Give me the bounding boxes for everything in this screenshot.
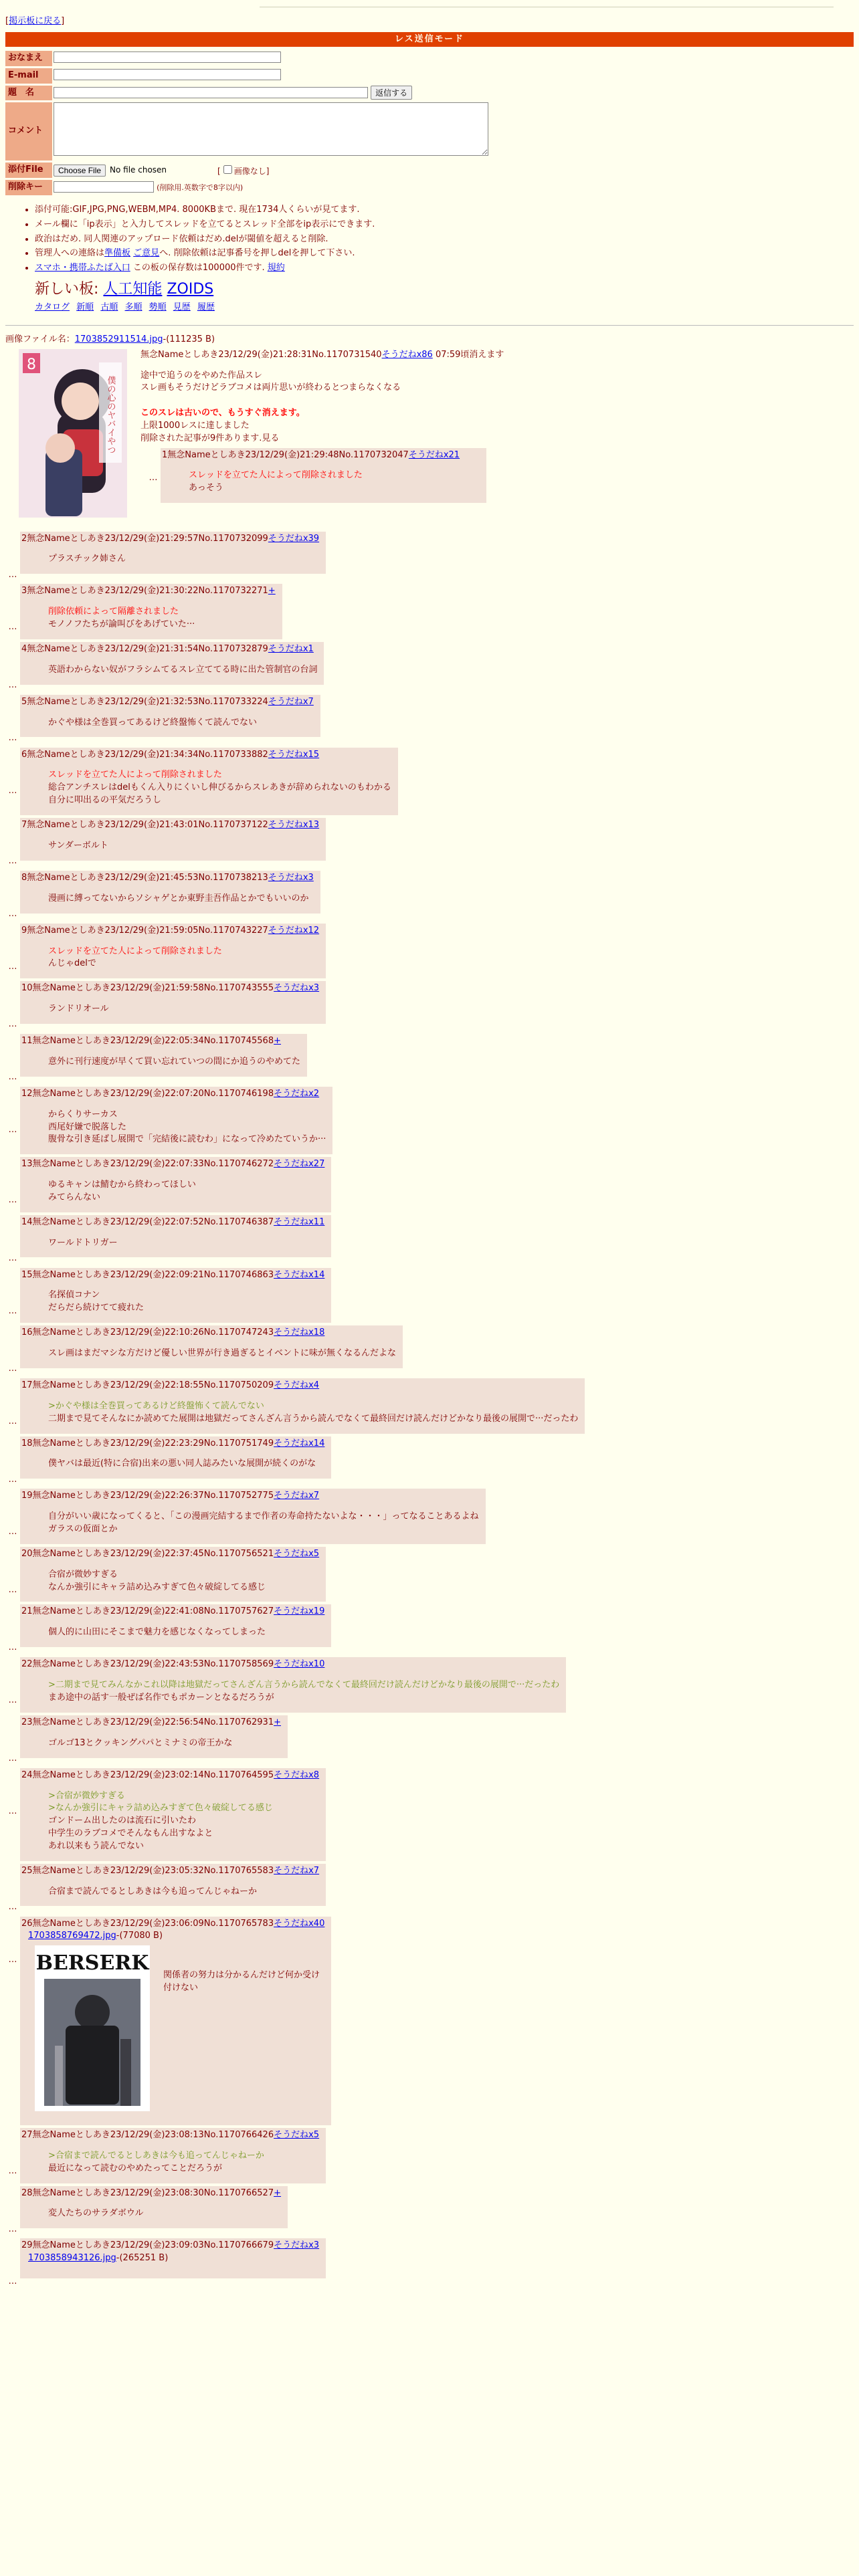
reply-marker: … [8, 1305, 17, 1316]
reply-header: 5無念Nameとしあき23/12/29(金)21:32:53No.1170733224 [21, 696, 268, 707]
mobile-entry-link[interactable]: スマホ・携帯ふたば入口 [35, 263, 130, 274]
reply-line: 総合アンチスレはdelもくん入りにくいし伸びるからスレあきが辞められないのもわかる [48, 782, 391, 793]
reply-message [48, 1886, 319, 1899]
reply-header: 13無念Nameとしあき23/12/29(金)22:07:33No.1170746272 [21, 1159, 274, 1170]
soudane-link[interactable]: そうだねx14 [274, 1438, 325, 1448]
reply-post [20, 1436, 331, 1479]
reply-header: 17無念Nameとしあき23/12/29(金)22:18:55No.1170750209 [21, 1380, 274, 1391]
reply-line: かぐや様は全巻買ってあるけど終盤怖くて読んでない [48, 717, 258, 728]
reply-message [48, 1003, 319, 1016]
reply-row [5, 871, 854, 921]
reply-header: 3無念Nameとしあき23/12/29(金)21:30:22No.1170732271 [21, 586, 268, 597]
reply-message [48, 1400, 578, 1426]
reply-post [20, 1864, 326, 1907]
reply-line: 合宿が微妙すぎる [48, 1569, 118, 1580]
soudane-link[interactable]: そうだねx14 [274, 1269, 325, 1280]
reply-line: 中学生のラブコメでそんなもん出すなよと [48, 1828, 213, 1839]
email-label: E-mail [5, 68, 52, 84]
reply-line: からくりサーカス [48, 1109, 118, 1119]
reply-line: 二期まで見てそんなにか読めてた展開は地獄だってさんざん言うから読んでなくて最終回だけ読んだけどかなり最後の展開で···だったわ [48, 1413, 579, 1424]
reply-header: 21無念Nameとしあき23/12/29(金)22:41:08No.1170757627 [21, 1606, 274, 1617]
reply-marker: … [149, 472, 158, 483]
op-file-link[interactable]: 1703852911514.jpg [74, 334, 163, 344]
reply-header: 25無念Nameとしあき23/12/29(金)23:05:32No.1170765583 [21, 1865, 274, 1876]
delete-key-label: 削除キー [5, 180, 52, 195]
reply-post [20, 1378, 585, 1434]
svg-text:BERSERK: BERSERK [35, 1951, 149, 1975]
reply-message [48, 2208, 281, 2220]
soudane-link[interactable]: そうだねx18 [274, 1327, 325, 1338]
reply-row [5, 1268, 854, 1323]
reply-header: 29無念Nameとしあき23/12/29(金)23:09:03No.1170766679 [21, 2240, 274, 2251]
soudane-link[interactable]: そうだねx2 [274, 1088, 320, 1099]
reply-post [20, 1768, 326, 1861]
reply-message [48, 1109, 326, 1147]
sort-old-link[interactable]: 古順 [100, 302, 118, 313]
soudane-link[interactable]: そうだねx3 [268, 872, 314, 883]
reply-line: スレッドを立てた人によって削除されました [189, 470, 363, 481]
reply-list [5, 532, 854, 2289]
reply-message [48, 1237, 324, 1250]
reply-header: 24無念Nameとしあき23/12/29(金)23:02:14No.1170764595 [21, 1769, 274, 1780]
reply-header: 22無念Nameとしあき23/12/29(金)22:43:53No.1170758569 [21, 1659, 274, 1670]
reply-line: ワールドトリガー [48, 1237, 118, 1248]
reply-row [5, 1657, 854, 1713]
reply-header: 28無念Nameとしあき23/12/29(金)23:08:30No.1170766527 [21, 2187, 274, 2198]
soudane-link[interactable]: そうだねx7 [274, 1491, 320, 1501]
ai-board-link[interactable]: 人工知能 [103, 281, 163, 298]
soudane-link[interactable]: + [268, 586, 276, 597]
reply-file-link[interactable]: 1703858769472.jpg [28, 1931, 116, 1941]
reply-post [20, 818, 326, 861]
reply-line: 自分がいい歳になってくると、「この漫画完結するまで作者の寿命持たないよな・・・」ってなることあるよね [48, 1511, 479, 1522]
reply-post [20, 1489, 486, 1544]
reply-line: スレ画はまだマシな方だけど優しい世界が行き過ぎるとイベントに味が無くなるんだよな [48, 1348, 397, 1359]
old-thread-notice: このスレは古いので、もうすぐ消えます。 [140, 408, 305, 419]
file-label: 添付File [5, 163, 52, 178]
back-link-row: [掲示板に戻る] [5, 16, 65, 26]
berserk-cover-image [35, 1945, 150, 2111]
reply-message [48, 893, 314, 905]
reply-line: だらだら続けてて疲れた [48, 1303, 145, 1313]
deleted-notice: 削除された記事が9件あります.見る [140, 433, 280, 443]
reply-header: 23無念Nameとしあき23/12/29(金)22:56:54No.1170762931 [21, 1717, 274, 1727]
reply-line: モノノフたちが論叫びをあげていた··· [48, 619, 195, 630]
reply-row [5, 1378, 854, 1434]
new-boards-label: 新しい板: [35, 281, 99, 298]
reply-post [20, 1657, 566, 1713]
reply-message [48, 606, 276, 631]
soudane-link[interactable]: そうだねx40 [274, 1918, 325, 1929]
reply-post [20, 642, 324, 685]
reply-message [48, 1348, 396, 1360]
board-nav-links [35, 302, 854, 314]
reply-post [20, 748, 398, 815]
name-field[interactable] [54, 51, 281, 63]
reply-post [20, 1215, 331, 1258]
svg-text:8: 8 [27, 356, 36, 373]
info-item: • メール欄に「ip表示」と入力してスレッドを立てるとスレッド全部をip表示にできます. [35, 219, 854, 231]
op-file-line: 画像ファイル名：1703852911514.jpg-(111235 B) [5, 334, 215, 344]
reply-row [5, 1087, 854, 1154]
reply-header: 14無念Nameとしあき23/12/29(金)22:07:52No.1170746387 [21, 1216, 274, 1227]
op-post [5, 334, 854, 529]
reply-post [20, 981, 326, 1024]
reply-line: ゴンドーム出したのは流石に引いたわ [48, 1816, 197, 1826]
reply-file-line: 1703858769472.jpg-(77080 B) [28, 1931, 163, 1941]
reply-header: 12無念Nameとしあき23/12/29(金)22:07:20No.1170746198 [21, 1088, 274, 1099]
feedback-link[interactable]: ご意見 [133, 248, 160, 259]
soudane-link[interactable]: そうだねx5 [274, 1548, 320, 1559]
soudane-link[interactable]: そうだねx10 [274, 1659, 325, 1670]
soudane-link[interactable]: そうだねx15 [268, 749, 320, 760]
comment-label: コメント [5, 102, 52, 160]
reply-message [48, 1626, 324, 1639]
reply-marker: … [8, 679, 17, 690]
reply-line: >かぐや様は全巻買ってあるけど終盤怖くて読んでない [48, 1400, 264, 1411]
reply-message [48, 1569, 319, 1594]
soudane-link[interactable]: そうだねx5 [274, 2130, 320, 2141]
no-image-option: [ 画像なし] [217, 166, 270, 176]
reply-marker: … [8, 1253, 17, 1263]
reply-line: ガラスの仮面とか [48, 1524, 118, 1535]
reply-mode-banner: レス送信モード [5, 32, 854, 47]
reply-row [5, 1547, 854, 1602]
reply-header: 4無念Nameとしあき23/12/29(金)21:31:54No.1170732879 [21, 643, 268, 654]
reply-post [20, 1604, 331, 1647]
reply-post [20, 1034, 307, 1077]
sort-momentum-link[interactable]: 勢順 [149, 302, 167, 313]
reply-file-link[interactable]: 1703858943126.jpg [28, 2253, 116, 2264]
soudane-link[interactable]: そうだねx4 [274, 1380, 320, 1391]
reply-line: あっそう [189, 483, 223, 494]
reply-header: 15無念Nameとしあき23/12/29(金)22:09:21No.1170746863 [21, 1269, 274, 1280]
reply-message [48, 946, 319, 971]
reply-marker: … [8, 2224, 17, 2234]
soudane-link[interactable]: そうだねx11 [274, 1216, 325, 1227]
reply-marker: … [8, 1072, 17, 1083]
reply-post [20, 1547, 326, 1602]
reply-row [5, 532, 854, 582]
reply-header: 6無念Nameとしあき23/12/29(金)21:34:34No.1170733882 [21, 749, 268, 760]
reply-row [5, 1917, 854, 2126]
reply-line: サンダーボルト [48, 840, 108, 851]
reply-line: 自分に叩出るの平気だろうし [48, 795, 162, 806]
reply-header: 7無念Nameとしあき23/12/29(金)21:43:01No.1170737122 [21, 819, 268, 830]
terms-link[interactable]: 規約 [267, 263, 285, 274]
reply-marker: … [8, 2166, 17, 2177]
new-boards [35, 279, 854, 300]
reply-line: ランドリオール [48, 1004, 109, 1014]
reply-row [5, 1715, 854, 1765]
no-image-checkbox[interactable] [223, 165, 232, 174]
choose-file-button[interactable]: Choose File [54, 165, 106, 177]
reply-header: 19無念Nameとしあき23/12/29(金)22:26:37No.1170752775 [21, 1491, 274, 1501]
reply-message [48, 553, 319, 566]
info-item: • 管理人への連絡は準備板 ご意見へ. 削除依頼は記事番号を押しdelを押して下さい. [35, 247, 854, 260]
reply-message [48, 840, 319, 853]
reply-message [48, 1289, 324, 1315]
file-status-text: No file chosen [110, 165, 167, 175]
reply-line: スレッドを立てた人によって削除されました [48, 946, 222, 956]
reply-post [20, 1268, 331, 1323]
reply-marker: … [8, 961, 17, 972]
soudane-link[interactable]: そうだねx1 [268, 643, 314, 654]
reply-row [5, 2128, 854, 2183]
reply-line: スレッドを立てた人によって削除されました [48, 770, 222, 780]
reply-header: 1無念Nameとしあき23/12/29(金)21:29:48No.1170732047 [162, 449, 409, 460]
reply-header: 16無念Nameとしあき23/12/29(金)22:10:26No.1170747243 [21, 1327, 274, 1338]
reply-post [20, 924, 326, 979]
reply-marker: … [8, 1806, 17, 1816]
sort-new-link[interactable]: 新順 [76, 302, 94, 313]
reply-row [146, 448, 854, 504]
reply-post [20, 2186, 288, 2229]
reply-post [20, 584, 282, 639]
reply-marker: … [8, 785, 17, 796]
soudane-link[interactable]: そうだねx27 [274, 1159, 325, 1170]
reply-marker: … [8, 1954, 17, 1965]
reply-row [5, 924, 854, 979]
reply-marker: … [8, 908, 17, 919]
reply-marker: … [8, 732, 17, 743]
reply-line: 関係者の努力は分かるんだけど何か受け付けない [163, 1970, 320, 1994]
reply-marker: … [8, 1019, 17, 1030]
reply-line: >合宿まで読んでるとしあきは今も追ってんじゃねーか [48, 2150, 264, 2161]
reply-message [48, 717, 314, 730]
manga-cover-image [19, 349, 127, 518]
board-info-list [5, 204, 854, 275]
soudane-link[interactable]: そうだねx7 [274, 1865, 320, 1876]
reply-row [5, 1436, 854, 1487]
reply-row [5, 642, 854, 692]
reply-marker: … [8, 622, 17, 633]
op-expire: 07:59頃消えます [432, 349, 504, 360]
reply-row [5, 1864, 854, 1914]
reply-message [48, 1511, 479, 1536]
reply-line: 漫画に縛ってないからソシャゲとか東野圭吾作品とかでもいいのか [48, 893, 309, 903]
soudane-link[interactable]: そうだねx7 [268, 696, 314, 707]
reply-post [20, 2238, 326, 2278]
reply-header: 26無念Nameとしあき23/12/29(金)23:06:09No.1170765783 [21, 1918, 274, 1929]
reply-line: 合宿まで読んでるとしあきは今も追ってんじゃねーか [48, 1886, 258, 1897]
delete-key-field[interactable] [54, 181, 154, 193]
view-history-link[interactable]: 見歴 [173, 302, 191, 313]
reply-line: ゆるキャンは鯖むから終わってほしい [48, 1180, 196, 1190]
op-thumbnail[interactable] [19, 349, 127, 522]
reply-marker: … [8, 1901, 17, 1912]
reply-line: まあ途中の話す一般ぜば名作でもポカーンとなるだろうが [48, 1692, 274, 1703]
reply-marker: … [8, 1195, 17, 1206]
reply-line: >二期まで見てみんなかこれ以降は地獄だってさんざん言うから読んでなくて最終回だけ読んだけどかなり最後の展開で···だったわ [48, 1680, 560, 1691]
soudane-link[interactable]: そうだねx3 [274, 983, 320, 994]
op-message: 途中で追うのをやめた作品スレ スレ画もそうだけどラブコメは両片思いが終わるとつまらなくなる このスレは古いので、もうすぐ消えます。 上限1000レスに達しました 削除された記事が9件あります.見る [32, 370, 854, 445]
reply-header: 11無念Nameとしあき23/12/29(金)22:05:34No.1170745568 [21, 1036, 274, 1047]
reply-marker: … [8, 569, 17, 580]
submit-reply-button[interactable]: 返信する [371, 86, 412, 100]
reply-header: 18無念Nameとしあき23/12/29(金)22:23:29No.1170751749 [21, 1438, 274, 1448]
reply-line: 腹骨な引き延ばし展開で「完結後に読むわ」になって冷めたていうか··· [48, 1134, 326, 1145]
soudane-link[interactable]: そうだねx12 [268, 925, 320, 936]
soudane-link[interactable]: そうだねx8 [274, 1769, 320, 1780]
soudane-link[interactable]: + [274, 2187, 282, 2198]
op-soudane-link[interactable]: そうだねx86 [381, 349, 433, 360]
reply-header: 27無念Nameとしあき23/12/29(金)23:08:13No.1170766426 [21, 2130, 274, 2141]
reply-post [20, 871, 320, 914]
reply-row [5, 1489, 854, 1544]
info-item: • 政治はだめ. 同人関連のアップロード依頼はだめ.delが閾値を超えると削除. [35, 233, 854, 246]
reply-message [48, 1790, 319, 1853]
reply-header: 10無念Nameとしあき23/12/29(金)21:59:58No.1170743555 [21, 983, 274, 994]
email-field[interactable] [54, 69, 281, 80]
no-image-label: 画像なし [233, 166, 266, 176]
catalog-link[interactable]: カタログ [35, 302, 70, 313]
op-header: 無念Nameとしあき23/12/29(金)21:28:31No.1170731540 [140, 349, 382, 360]
reply-line: 英語わからない奴がフラシムてるスレ立ててる時に出た管制官の台詞 [48, 664, 318, 675]
reply-line: 最近になって読むのやめたってことだろうが [48, 2163, 223, 2173]
reply-marker: … [8, 1364, 17, 1374]
reply-row [5, 1215, 854, 1265]
reply-row [5, 695, 854, 745]
reply-row [5, 1604, 854, 1654]
reply-line: んじゃdelで [48, 958, 96, 969]
reply-header: 2無念Nameとしあき23/12/29(金)21:29:57No.1170732099 [21, 533, 268, 544]
reply-line: 意外に刊行速度が早くて買い忘れていつの間にか追うのやめてた [48, 1056, 301, 1067]
reply-marker: … [8, 2276, 17, 2287]
reply-marker: … [8, 1527, 17, 1537]
name-label: おなまえ [5, 51, 52, 66]
info-item: • 添付可能:GIF,JPG,PNG,WEBM,MP4. 8000KBまで. 現在1734人くらいが見てます. [35, 204, 854, 217]
reply-row [5, 1768, 854, 1861]
delete-key-hint: (削除用.英数字で8字以内) [157, 183, 244, 192]
soudane-link[interactable]: そうだねx39 [268, 533, 320, 544]
reply-post [20, 1325, 403, 1368]
soudane-link[interactable]: そうだねx13 [268, 819, 320, 830]
soudane-link[interactable]: + [274, 1036, 282, 1047]
info-item: • スマホ・携帯ふたば入口 この板の保存数は100000件です. 規約 [35, 262, 854, 275]
sort-many-link[interactable]: 多順 [124, 302, 142, 313]
reply-row [5, 1325, 854, 1376]
reply-message [48, 1056, 300, 1069]
reply-message [48, 664, 317, 677]
soudane-link[interactable]: そうだねx21 [408, 449, 460, 460]
reply-post [20, 2128, 326, 2183]
soudane-link[interactable]: そうだねx19 [274, 1606, 325, 1617]
reply-line: 西尾好嫌で脱落した [48, 1121, 127, 1132]
zoids-board-link[interactable]: ZOIDS [167, 281, 214, 298]
thread-divider [5, 325, 854, 326]
reply-row [5, 584, 854, 639]
svg-text:僕の心のヤバイやつ: 僕の心のヤバイやつ [105, 375, 116, 454]
reply-row [5, 1034, 854, 1084]
reply-message [48, 769, 391, 807]
reply-line: みてらんない [48, 1192, 101, 1202]
reply-marker: … [8, 1416, 17, 1427]
reply-marker: … [8, 1584, 17, 1595]
reply-marker: … [8, 855, 17, 866]
reply-marker: … [8, 1474, 17, 1485]
reply-header: 9無念Nameとしあき23/12/29(金)21:59:05No.1170743227 [21, 925, 268, 936]
soudane-link[interactable]: そうだねx3 [274, 2240, 320, 2251]
reply-header: 8無念Nameとしあき23/12/29(金)21:45:53No.1170738213 [21, 872, 268, 883]
reply-line: 変人たちのサラダボウル [48, 2208, 144, 2219]
back-to-board-link[interactable]: 掲示板に戻る [9, 16, 62, 26]
reply-line: プラスチック姉さん [48, 554, 126, 564]
reply-message [48, 1737, 281, 1750]
reply-row [5, 748, 854, 815]
top-divider [260, 0, 834, 7]
reply-line: 僕ヤバは最近(特に合宿)出来の悪い同人誌みたいな展開が続くのがな [48, 1459, 316, 1469]
reply-message [189, 469, 460, 495]
reply-post [20, 1917, 331, 2126]
reply-line: なんか強引にキャラ詰め込みすぎて色々破綻してる感じ [48, 1582, 266, 1592]
limit-notice: 上限1000レスに達しました [140, 420, 250, 431]
reply-marker: … [8, 1124, 17, 1135]
reply-row [5, 2186, 854, 2236]
reply-message [48, 1458, 324, 1471]
comment-textarea[interactable] [54, 102, 488, 156]
reply-row [5, 1157, 854, 1212]
reply-file-line: 1703858943126.jpg-(265251 B) [28, 2253, 169, 2264]
reply-form [5, 49, 490, 197]
junbi-board-link[interactable]: 準備板 [104, 248, 131, 259]
reply-line: 削除依頼によって隔離されました [48, 607, 179, 617]
reply-line: ゴルゴ13とクッキングパパとミナミの帝王かな [48, 1737, 233, 1748]
subject-label: 題 名 [5, 86, 52, 101]
reply-line: あれ以来もう読んでない [48, 1840, 145, 1851]
reply-post [20, 1157, 331, 1212]
reply-line: 名探偵コナン [48, 1290, 100, 1301]
subject-field[interactable] [54, 87, 368, 98]
reply-marker: … [8, 1642, 17, 1653]
reply-post [20, 695, 320, 738]
reply-line: 個人的に山田にそこまで魅力を感じなくなってしまった [48, 1627, 266, 1638]
reply-line: >なんか強引にキャラ詰め込みすぎて色々破綻してる感じ [48, 1803, 273, 1814]
reply-post [20, 532, 326, 574]
reply-header: 20無念Nameとしあき23/12/29(金)22:37:45No.1170756521 [21, 1548, 274, 1559]
reply-row [5, 2238, 854, 2288]
reply-marker: … [8, 1753, 17, 1763]
reply-post [161, 448, 486, 504]
history-link[interactable]: 履歴 [197, 302, 215, 313]
reply-row [5, 981, 854, 1031]
reply-line: >合宿が微妙すぎる [48, 1790, 125, 1801]
reply-post [20, 1715, 288, 1758]
reply-message [48, 1679, 559, 1705]
soudane-link[interactable]: + [274, 1717, 282, 1727]
reply-post [20, 1087, 332, 1154]
reply-thumbnail[interactable] [35, 1945, 150, 2116]
reply-row [5, 818, 854, 868]
reply-message [48, 2150, 319, 2175]
reply-message [48, 1179, 324, 1204]
reply-marker: … [8, 1695, 17, 1706]
